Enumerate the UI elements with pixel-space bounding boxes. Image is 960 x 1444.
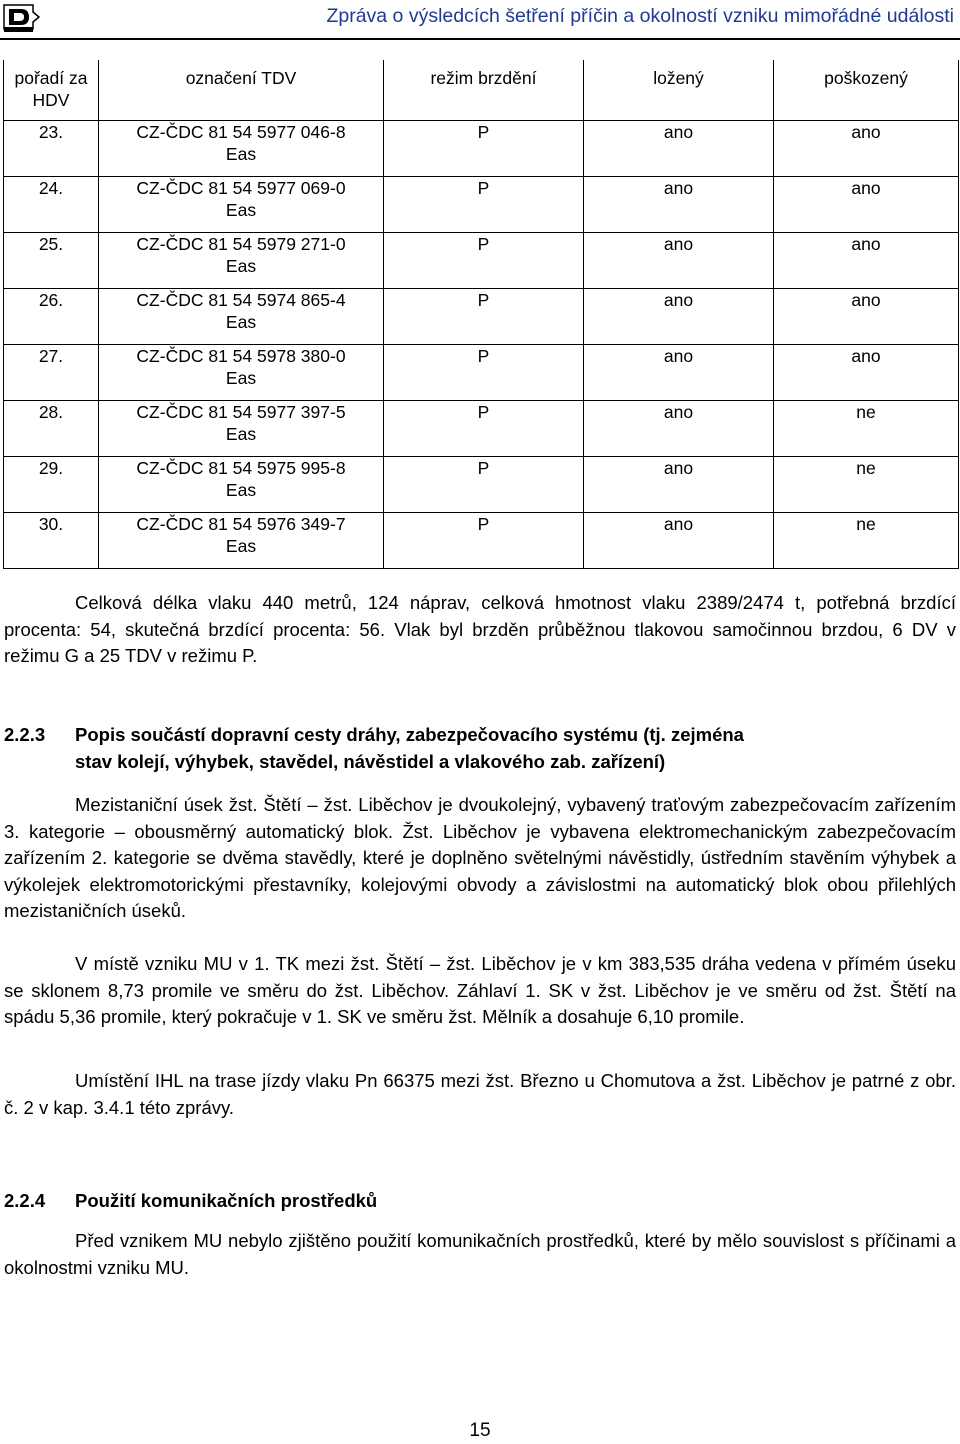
cell-braking: P bbox=[384, 233, 584, 289]
section-223-heading bbox=[4, 722, 956, 775]
header-divider bbox=[0, 38, 960, 40]
cell-order: 27. bbox=[4, 345, 99, 401]
col-designation: označení TDV bbox=[99, 60, 384, 121]
designation-code: CZ-ČDC 81 54 5979 271-0 bbox=[136, 234, 346, 254]
table-header-row bbox=[4, 60, 959, 121]
cell-loaded: ano bbox=[584, 513, 774, 569]
cell-loaded: ano bbox=[584, 345, 774, 401]
designation-suffix: Eas bbox=[225, 424, 257, 444]
cell-loaded: ano bbox=[584, 289, 774, 345]
designation-code: CZ-ČDC 81 54 5974 865-4 bbox=[136, 290, 346, 310]
cell-loaded: ano bbox=[584, 457, 774, 513]
cell-braking: P bbox=[384, 401, 584, 457]
designation-suffix: Eas bbox=[225, 368, 257, 388]
cell-designation bbox=[99, 121, 384, 177]
cell-loaded: ano bbox=[584, 121, 774, 177]
drazni-inspekce-logo bbox=[3, 3, 41, 33]
cell-damaged: ne bbox=[774, 513, 959, 569]
designation-code: CZ-ČDC 81 54 5978 380-0 bbox=[136, 346, 346, 366]
cell-damaged: ne bbox=[774, 401, 959, 457]
section-224-paragraph: Před vznikem MU nebylo zjištěno použití komunikačních prostředků, které by mělo souvislost s příčinami a okolnostmi vzniku MU. bbox=[4, 1230, 956, 1278]
cell-damaged: ne bbox=[774, 457, 959, 513]
table-row bbox=[4, 121, 959, 177]
cell-braking: P bbox=[384, 345, 584, 401]
cell-braking: P bbox=[384, 121, 584, 177]
cell-designation bbox=[99, 289, 384, 345]
cell-order: 26. bbox=[4, 289, 99, 345]
cell-designation bbox=[99, 233, 384, 289]
table-row bbox=[4, 513, 959, 569]
cell-designation bbox=[99, 177, 384, 233]
section-224-number: 2.2.4 bbox=[4, 1190, 46, 1211]
cell-braking: P bbox=[384, 289, 584, 345]
col-damaged: poškozený bbox=[774, 60, 959, 121]
table-row bbox=[4, 233, 959, 289]
table-row bbox=[4, 289, 959, 345]
cell-order: 28. bbox=[4, 401, 99, 457]
section-223-title-2: stav kolejí, výhybek, stavědel, návěstidel a vlakového zab. zařízení) bbox=[75, 750, 666, 772]
cell-loaded: ano bbox=[584, 177, 774, 233]
cell-damaged: ano bbox=[774, 233, 959, 289]
designation-code: CZ-ČDC 81 54 5977 069-0 bbox=[136, 178, 346, 198]
cell-designation bbox=[99, 401, 384, 457]
cell-designation bbox=[99, 513, 384, 569]
table-row bbox=[4, 345, 959, 401]
cell-order: 25. bbox=[4, 233, 99, 289]
designation-suffix: Eas bbox=[225, 256, 257, 276]
cell-designation bbox=[99, 345, 384, 401]
cell-braking: P bbox=[384, 457, 584, 513]
col-order: pořadí za HDV bbox=[4, 60, 99, 121]
cell-designation bbox=[99, 457, 384, 513]
cell-damaged: ano bbox=[774, 121, 959, 177]
table-row bbox=[4, 177, 959, 233]
cell-damaged: ano bbox=[774, 177, 959, 233]
designation-suffix: Eas bbox=[225, 200, 257, 220]
section-223-title-1: Popis součástí dopravní cesty dráhy, zabezpečovacího systému (tj. zejména bbox=[75, 724, 744, 745]
designation-suffix: Eas bbox=[225, 312, 257, 332]
page-header bbox=[0, 0, 960, 38]
table-row bbox=[4, 401, 959, 457]
train-summary: Celková délka vlaku 440 metrů, 124 náprav, celková hmotnost vlaku 2389/2474 t, potřebná brzdící procenta: 54, skutečná brzdící procenta: 56. Vlak byl brzděn průběžnou tlakovou samočinnou brzdou, 6 DV v režimu G a 25 TDV v režimu P. bbox=[4, 592, 956, 666]
designation-code: CZ-ČDC 81 54 5977 397-5 bbox=[136, 402, 346, 422]
table-row bbox=[4, 457, 959, 513]
cell-order: 29. bbox=[4, 457, 99, 513]
designation-suffix: Eas bbox=[225, 536, 257, 556]
col-loaded: ložený bbox=[584, 60, 774, 121]
section-223-number: 2.2.3 bbox=[4, 724, 46, 745]
cell-loaded: ano bbox=[584, 233, 774, 289]
page-number: 15 bbox=[469, 1420, 491, 1441]
section-224-heading bbox=[4, 1188, 956, 1215]
cell-order: 23. bbox=[4, 121, 99, 177]
cell-loaded: ano bbox=[584, 401, 774, 457]
report-title: Zpráva o výsledcích šetření příčin a okolností vzniku mimořádné události bbox=[326, 5, 954, 27]
designation-suffix: Eas bbox=[225, 480, 257, 500]
section-223-paragraph-3: Umístění IHL na trase jízdy vlaku Pn 66375 mezi žst. Březno u Chomutova a žst. Liběchov je patrné z obr. č. 2 v kap. 3.4.1 této zprávy. bbox=[4, 1070, 956, 1118]
wagon-table bbox=[3, 60, 959, 569]
cell-order: 30. bbox=[4, 513, 99, 569]
cell-braking: P bbox=[384, 177, 584, 233]
designation-code: CZ-ČDC 81 54 5975 995-8 bbox=[136, 458, 346, 478]
cell-damaged: ano bbox=[774, 289, 959, 345]
cell-braking: P bbox=[384, 513, 584, 569]
section-224-title: Použití komunikačních prostředků bbox=[75, 1190, 378, 1211]
cell-damaged: ano bbox=[774, 345, 959, 401]
designation-code: CZ-ČDC 81 54 5976 349-7 bbox=[136, 514, 346, 534]
cell-order: 24. bbox=[4, 177, 99, 233]
designation-suffix: Eas bbox=[225, 144, 257, 164]
col-braking: režim brzdění bbox=[384, 60, 584, 121]
section-223-paragraph-1: Mezistaniční úsek žst. Štětí – žst. Liběchov je dvoukolejný, vybavený traťovým zabezpečovacím zařízením 3. kategorie – obousměrný automatický blok. Žst. Liběchov je vybavena elektromechanickým zabezpečovacím zařízením 2. kategorie se dvěma stavědly, které je doplněno světelnými návěstidly, ústředním stavěním výhybek a výkolejek elektromotorickými přestavníky, kolejovými obvody a závislostmi na automatický blok obou přilehlých mezistaničních úseků. bbox=[4, 794, 956, 921]
section-223-paragraph-2: V místě vzniku MU v 1. TK mezi žst. Štětí – žst. Liběchov je v km 383,535 dráha vedena v přímém úseku se sklonem 8,73 promile ve směru do žst. Liběchov. Záhlaví 1. SK v žst. Liběchov je ve směru od žst. Štětí na spádu 5,36 promile, který pokračuje v 1. SK ve směru žst. Mělník a dosahuje 6,10 promile. bbox=[4, 953, 956, 1027]
designation-code: CZ-ČDC 81 54 5977 046-8 bbox=[136, 122, 346, 142]
